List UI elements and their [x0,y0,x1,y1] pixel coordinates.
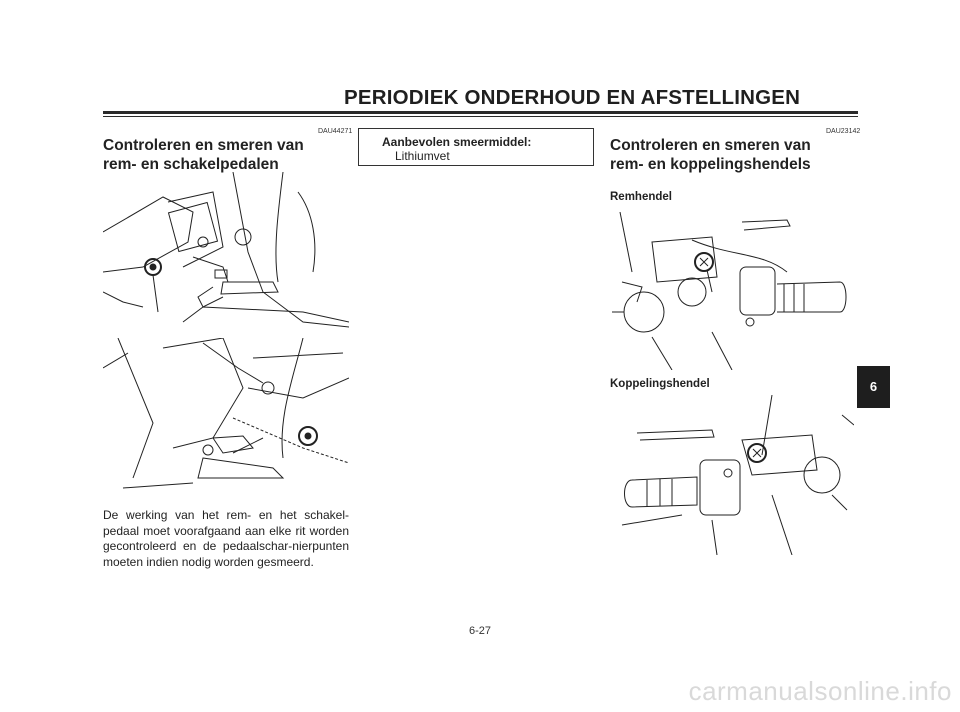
lubricant-note-box [358,128,594,166]
header-rule-thick [103,111,858,114]
clutch-lever-illustration [612,395,854,555]
heading-line: Controleren en smeren van [103,137,304,154]
heading-line: rem- en schakelpedalen [103,156,279,173]
clutch-lever-label: Koppelingshendel [610,378,710,390]
page-number: 6-27 [468,625,492,637]
section-heading-left [103,136,304,174]
heading-line: rem- en koppelingshendels [610,156,811,173]
note-title: Aanbevolen smeermiddel: [382,135,532,149]
brake-lever-illustration [612,212,854,370]
note-value: Lithiumvet [395,149,450,163]
section-heading-right [610,136,811,174]
brake-lever-label: Remhendel [610,191,672,203]
shift-pedal-illustration [103,338,349,500]
chapter-tab: 6 [857,366,890,408]
header-rule-thin [103,116,858,117]
page-header-title: PERIODIEK ONDERHOUD EN AFSTELLINGEN [344,86,801,109]
section-code-left: DAU44271 [318,128,353,135]
body-paragraph: De werking van het rem- en het schakel-pedaal moet voorafgaand aan elke rit worden gecontroleerd en de pedaalschar-nierpunten moeten indien nodig worden gesmeerd. [103,508,349,569]
section-code-right: DAU23142 [826,128,861,135]
watermark: carmanualsonline.info [688,676,952,706]
brake-pedal-illustration [103,172,349,334]
heading-line: Controleren en smeren van [610,137,811,154]
